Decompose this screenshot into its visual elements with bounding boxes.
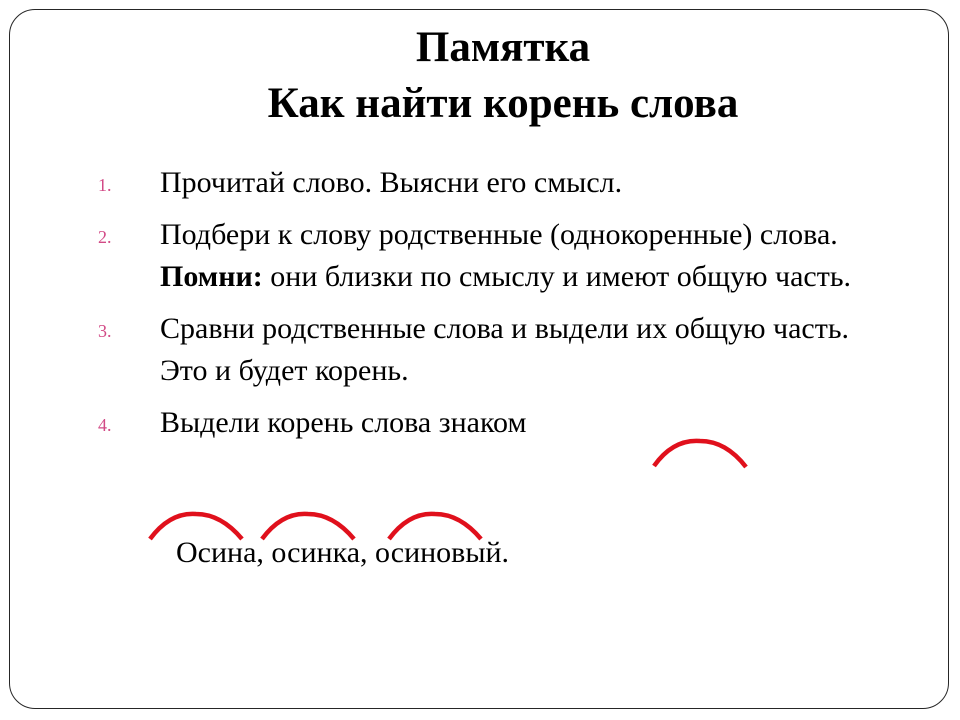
step-text-continued: они близки по смыслу и имеют общую часть. [262,260,852,293]
step-number: 2. [98,227,112,247]
step-text: Прочитай слово. Выясни его смысл. [160,166,623,199]
steps-list [98,162,878,454]
step-number: 3. [98,321,112,341]
step-text: Подбери к слову родственные (однокоренные) слова. [160,218,838,251]
step-number: 4. [98,415,112,435]
step-text: Сравни родственные слова и выдели их общую часть. Это и будет корень. [160,312,850,387]
step-3 [98,308,878,392]
step-1 [98,162,878,204]
step-2 [98,214,878,298]
example-words: Осина, осинка, осиновый. [176,536,510,569]
step-emphasis: Помни: [160,260,263,293]
title-line-2: Как найти корень слова [267,80,739,127]
page-title [0,20,960,132]
step-4 [98,402,878,444]
title-line-1: Памятка [415,24,591,71]
step-text: Выдели корень слова знаком [160,406,527,439]
step-number: 1. [98,175,112,195]
